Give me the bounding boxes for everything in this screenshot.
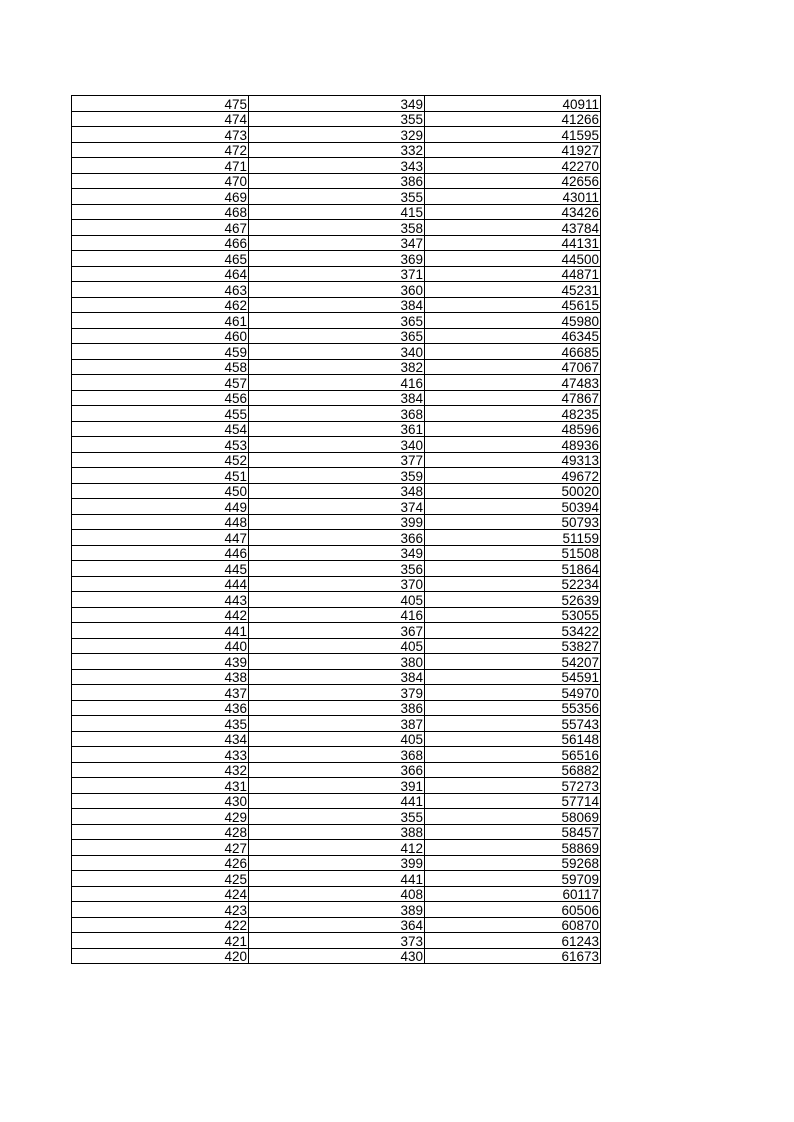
cumulative-cell: 43011 — [425, 189, 601, 205]
count-cell: 370 — [249, 576, 425, 592]
score-cell: 452 — [72, 452, 249, 468]
cumulative-cell: 50020 — [425, 483, 601, 499]
count-cell: 365 — [249, 313, 425, 329]
score-cell: 471 — [72, 158, 249, 174]
cumulative-cell: 41595 — [425, 127, 601, 143]
cumulative-cell: 52639 — [425, 592, 601, 608]
count-cell: 399 — [249, 514, 425, 530]
count-cell: 366 — [249, 762, 425, 778]
count-cell: 329 — [249, 127, 425, 143]
score-cell: 432 — [72, 762, 249, 778]
count-cell: 386 — [249, 700, 425, 716]
table-row — [72, 623, 601, 639]
score-cell: 436 — [72, 700, 249, 716]
table-row — [72, 189, 601, 205]
cumulative-cell: 43784 — [425, 220, 601, 236]
score-cell: 464 — [72, 266, 249, 282]
count-cell: 405 — [249, 638, 425, 654]
score-cell: 447 — [72, 530, 249, 546]
cumulative-cell: 41927 — [425, 142, 601, 158]
table-row — [72, 700, 601, 716]
cumulative-cell: 54591 — [425, 669, 601, 685]
count-cell: 412 — [249, 840, 425, 856]
score-cell: 425 — [72, 871, 249, 887]
count-cell: 388 — [249, 824, 425, 840]
cumulative-cell: 53055 — [425, 607, 601, 623]
table-row — [72, 313, 601, 329]
count-cell: 373 — [249, 933, 425, 949]
cumulative-cell: 41266 — [425, 111, 601, 127]
score-cell: 450 — [72, 483, 249, 499]
score-cell: 472 — [72, 142, 249, 158]
cumulative-cell: 42270 — [425, 158, 601, 174]
cumulative-cell: 61673 — [425, 948, 601, 964]
table-row — [72, 235, 601, 251]
cumulative-cell: 60117 — [425, 886, 601, 902]
cumulative-cell: 58457 — [425, 824, 601, 840]
table-row — [72, 778, 601, 794]
count-cell: 349 — [249, 545, 425, 561]
table-row — [72, 204, 601, 220]
score-cell: 443 — [72, 592, 249, 608]
table-row — [72, 917, 601, 933]
score-cell: 428 — [72, 824, 249, 840]
count-cell: 430 — [249, 948, 425, 964]
score-cell: 430 — [72, 793, 249, 809]
table-row — [72, 545, 601, 561]
table-row — [72, 499, 601, 515]
score-cell: 424 — [72, 886, 249, 902]
table-row — [72, 607, 601, 623]
table-row — [72, 220, 601, 236]
count-cell: 360 — [249, 282, 425, 298]
table-row — [72, 669, 601, 685]
cumulative-cell: 54207 — [425, 654, 601, 670]
score-cell: 421 — [72, 933, 249, 949]
score-cell: 473 — [72, 127, 249, 143]
count-cell: 384 — [249, 297, 425, 313]
cumulative-cell: 58069 — [425, 809, 601, 825]
score-cell: 446 — [72, 545, 249, 561]
count-cell: 399 — [249, 855, 425, 871]
score-cell: 455 — [72, 406, 249, 422]
cumulative-cell: 53422 — [425, 623, 601, 639]
cumulative-cell: 58869 — [425, 840, 601, 856]
table-row — [72, 359, 601, 375]
table-row — [72, 437, 601, 453]
cumulative-cell: 59709 — [425, 871, 601, 887]
cumulative-cell: 60506 — [425, 902, 601, 918]
count-cell: 358 — [249, 220, 425, 236]
count-cell: 369 — [249, 251, 425, 267]
score-cell: 475 — [72, 96, 249, 112]
score-cell: 427 — [72, 840, 249, 856]
score-cell: 460 — [72, 328, 249, 344]
count-cell: 405 — [249, 592, 425, 608]
table-row — [72, 173, 601, 189]
cumulative-cell: 50394 — [425, 499, 601, 515]
cumulative-cell: 52234 — [425, 576, 601, 592]
count-cell: 364 — [249, 917, 425, 933]
score-cell: 442 — [72, 607, 249, 623]
table-row — [72, 561, 601, 577]
cumulative-cell: 56882 — [425, 762, 601, 778]
table-row — [72, 685, 601, 701]
count-cell: 382 — [249, 359, 425, 375]
score-cell: 462 — [72, 297, 249, 313]
cumulative-cell: 60870 — [425, 917, 601, 933]
cumulative-cell: 57714 — [425, 793, 601, 809]
cumulative-cell: 46685 — [425, 344, 601, 360]
cumulative-cell: 55356 — [425, 700, 601, 716]
count-cell: 379 — [249, 685, 425, 701]
score-cell: 438 — [72, 669, 249, 685]
cumulative-cell: 43426 — [425, 204, 601, 220]
table-row — [72, 824, 601, 840]
count-cell: 415 — [249, 204, 425, 220]
table-row — [72, 731, 601, 747]
score-cell: 449 — [72, 499, 249, 515]
score-cell: 456 — [72, 390, 249, 406]
cumulative-cell: 54970 — [425, 685, 601, 701]
score-cell: 463 — [72, 282, 249, 298]
table-row — [72, 452, 601, 468]
count-cell: 389 — [249, 902, 425, 918]
count-cell: 386 — [249, 173, 425, 189]
count-cell: 355 — [249, 189, 425, 205]
cumulative-cell: 56516 — [425, 747, 601, 763]
table-row — [72, 390, 601, 406]
count-cell: 365 — [249, 328, 425, 344]
table-row — [72, 142, 601, 158]
score-cell: 433 — [72, 747, 249, 763]
table-row — [72, 871, 601, 887]
count-cell: 343 — [249, 158, 425, 174]
count-cell: 387 — [249, 716, 425, 732]
table-row — [72, 375, 601, 391]
count-cell: 367 — [249, 623, 425, 639]
count-cell: 355 — [249, 809, 425, 825]
count-cell: 441 — [249, 871, 425, 887]
cumulative-cell: 49672 — [425, 468, 601, 484]
table-row — [72, 111, 601, 127]
score-cell: 469 — [72, 189, 249, 205]
score-cell: 470 — [72, 173, 249, 189]
count-cell: 349 — [249, 96, 425, 112]
table-row — [72, 948, 601, 964]
table-row — [72, 483, 601, 499]
table-row — [72, 344, 601, 360]
score-cell: 467 — [72, 220, 249, 236]
count-cell: 374 — [249, 499, 425, 515]
score-cell: 466 — [72, 235, 249, 251]
count-cell: 359 — [249, 468, 425, 484]
cumulative-cell: 56148 — [425, 731, 601, 747]
score-cell: 457 — [72, 375, 249, 391]
count-cell: 340 — [249, 344, 425, 360]
count-cell: 384 — [249, 390, 425, 406]
score-cell: 448 — [72, 514, 249, 530]
cumulative-cell: 57273 — [425, 778, 601, 794]
table-row — [72, 96, 601, 112]
score-cell: 434 — [72, 731, 249, 747]
table-row — [72, 793, 601, 809]
count-cell: 391 — [249, 778, 425, 794]
score-cell: 445 — [72, 561, 249, 577]
score-cell: 429 — [72, 809, 249, 825]
count-cell: 416 — [249, 375, 425, 391]
cumulative-cell: 47867 — [425, 390, 601, 406]
cumulative-cell: 51864 — [425, 561, 601, 577]
score-cell: 468 — [72, 204, 249, 220]
count-cell: 348 — [249, 483, 425, 499]
score-cell: 458 — [72, 359, 249, 375]
count-cell: 384 — [249, 669, 425, 685]
cumulative-cell: 40911 — [425, 96, 601, 112]
score-cell: 426 — [72, 855, 249, 871]
cumulative-cell: 51508 — [425, 545, 601, 561]
data-table — [71, 95, 601, 964]
table-row — [72, 127, 601, 143]
cumulative-cell: 45615 — [425, 297, 601, 313]
count-cell: 405 — [249, 731, 425, 747]
score-cell: 461 — [72, 313, 249, 329]
table-row — [72, 933, 601, 949]
count-cell: 441 — [249, 793, 425, 809]
score-cell: 437 — [72, 685, 249, 701]
cumulative-cell: 45980 — [425, 313, 601, 329]
score-cell: 453 — [72, 437, 249, 453]
table-row — [72, 886, 601, 902]
score-cell: 439 — [72, 654, 249, 670]
table-body — [72, 96, 601, 964]
score-cell: 423 — [72, 902, 249, 918]
table-row — [72, 809, 601, 825]
count-cell: 332 — [249, 142, 425, 158]
score-cell: 459 — [72, 344, 249, 360]
cumulative-cell: 48235 — [425, 406, 601, 422]
count-cell: 371 — [249, 266, 425, 282]
table-row — [72, 762, 601, 778]
cumulative-cell: 44500 — [425, 251, 601, 267]
table-row — [72, 840, 601, 856]
table-row — [72, 592, 601, 608]
cumulative-cell: 53827 — [425, 638, 601, 654]
score-cell: 454 — [72, 421, 249, 437]
table-row — [72, 297, 601, 313]
score-cell: 435 — [72, 716, 249, 732]
table-row — [72, 716, 601, 732]
score-cell: 420 — [72, 948, 249, 964]
table-row — [72, 406, 601, 422]
score-cell: 474 — [72, 111, 249, 127]
cumulative-cell: 44131 — [425, 235, 601, 251]
table-row — [72, 902, 601, 918]
table-row — [72, 468, 601, 484]
score-cell: 465 — [72, 251, 249, 267]
table-row — [72, 654, 601, 670]
table-row — [72, 638, 601, 654]
cumulative-cell: 47067 — [425, 359, 601, 375]
cumulative-cell: 55743 — [425, 716, 601, 732]
cumulative-cell: 48936 — [425, 437, 601, 453]
score-cell: 441 — [72, 623, 249, 639]
count-cell: 361 — [249, 421, 425, 437]
cumulative-cell: 46345 — [425, 328, 601, 344]
count-cell: 408 — [249, 886, 425, 902]
table-row — [72, 266, 601, 282]
count-cell: 340 — [249, 437, 425, 453]
cumulative-cell: 44871 — [425, 266, 601, 282]
table-row — [72, 855, 601, 871]
table-row — [72, 158, 601, 174]
score-cell: 431 — [72, 778, 249, 794]
count-cell: 356 — [249, 561, 425, 577]
count-cell: 355 — [249, 111, 425, 127]
score-cell: 444 — [72, 576, 249, 592]
table-row — [72, 282, 601, 298]
count-cell: 366 — [249, 530, 425, 546]
score-cell: 451 — [72, 468, 249, 484]
cumulative-cell: 51159 — [425, 530, 601, 546]
table-row — [72, 576, 601, 592]
table-row — [72, 514, 601, 530]
table-row — [72, 530, 601, 546]
cumulative-cell: 59268 — [425, 855, 601, 871]
cumulative-cell: 45231 — [425, 282, 601, 298]
table-row — [72, 747, 601, 763]
score-cell: 440 — [72, 638, 249, 654]
count-cell: 368 — [249, 747, 425, 763]
cumulative-cell: 48596 — [425, 421, 601, 437]
count-cell: 416 — [249, 607, 425, 623]
cumulative-cell: 49313 — [425, 452, 601, 468]
cumulative-cell: 47483 — [425, 375, 601, 391]
cumulative-cell: 61243 — [425, 933, 601, 949]
count-cell: 380 — [249, 654, 425, 670]
count-cell: 377 — [249, 452, 425, 468]
table-row — [72, 328, 601, 344]
cumulative-cell: 42656 — [425, 173, 601, 189]
score-cell: 422 — [72, 917, 249, 933]
table-row — [72, 421, 601, 437]
count-cell: 368 — [249, 406, 425, 422]
cumulative-cell: 50793 — [425, 514, 601, 530]
table-row — [72, 251, 601, 267]
count-cell: 347 — [249, 235, 425, 251]
